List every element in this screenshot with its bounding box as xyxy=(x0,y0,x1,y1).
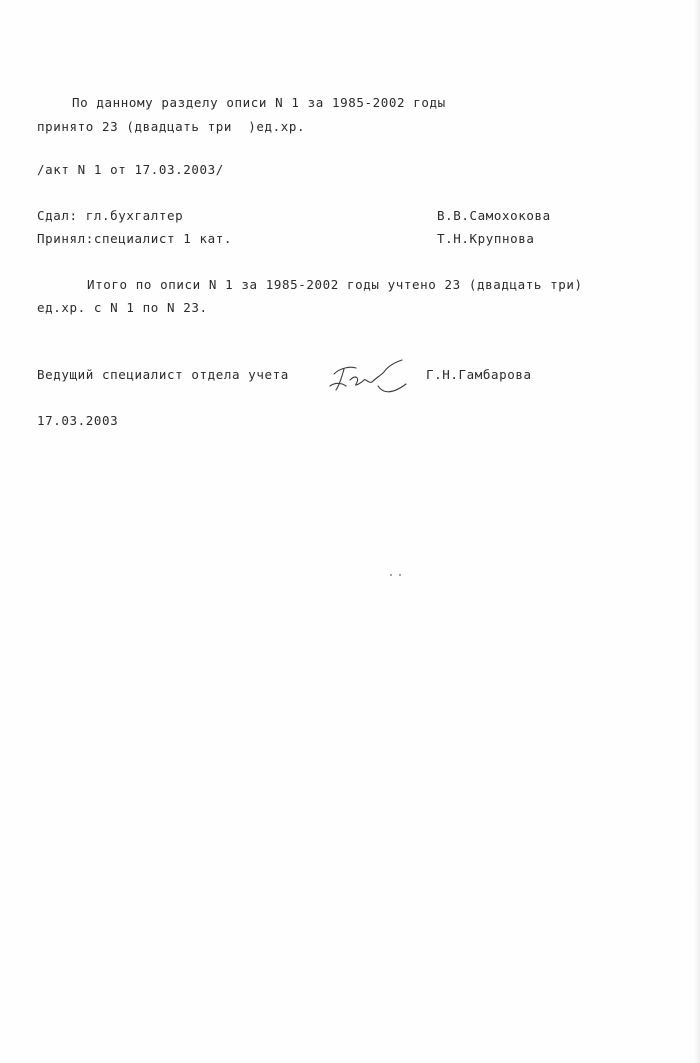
page-edge-shadow xyxy=(694,0,700,1063)
intro-line-1: По данному разделу описи N 1 за 1985-2002 годы xyxy=(72,95,446,110)
document-date: 17.03.2003 xyxy=(37,413,119,428)
intro-line-2: принято 23 (двадцать три )ед.хр. xyxy=(37,119,306,134)
signatory-name: Г.Н.Гамбарова xyxy=(426,367,532,382)
handed-over-name: В.В.Самохокова xyxy=(437,208,551,223)
received-name: Т.Н.Крупнова xyxy=(437,231,535,246)
paper-speck xyxy=(390,574,392,576)
handed-over-label: Сдал: гл.бухгалтер xyxy=(37,208,184,223)
act-reference: /акт N 1 от 17.03.2003/ xyxy=(37,162,224,177)
received-label: Принял:специалист 1 кат. xyxy=(37,231,233,246)
paper-speck xyxy=(399,574,401,576)
total-line-1: Итого по описи N 1 за 1985-2002 годы учтено 23 (двадцать три) xyxy=(87,277,583,292)
handwritten-signature xyxy=(326,356,416,398)
total-line-2: ед.хр. с N 1 по N 23. xyxy=(37,300,208,315)
signatory-title: Ведущий специалист отдела учета xyxy=(37,367,289,382)
